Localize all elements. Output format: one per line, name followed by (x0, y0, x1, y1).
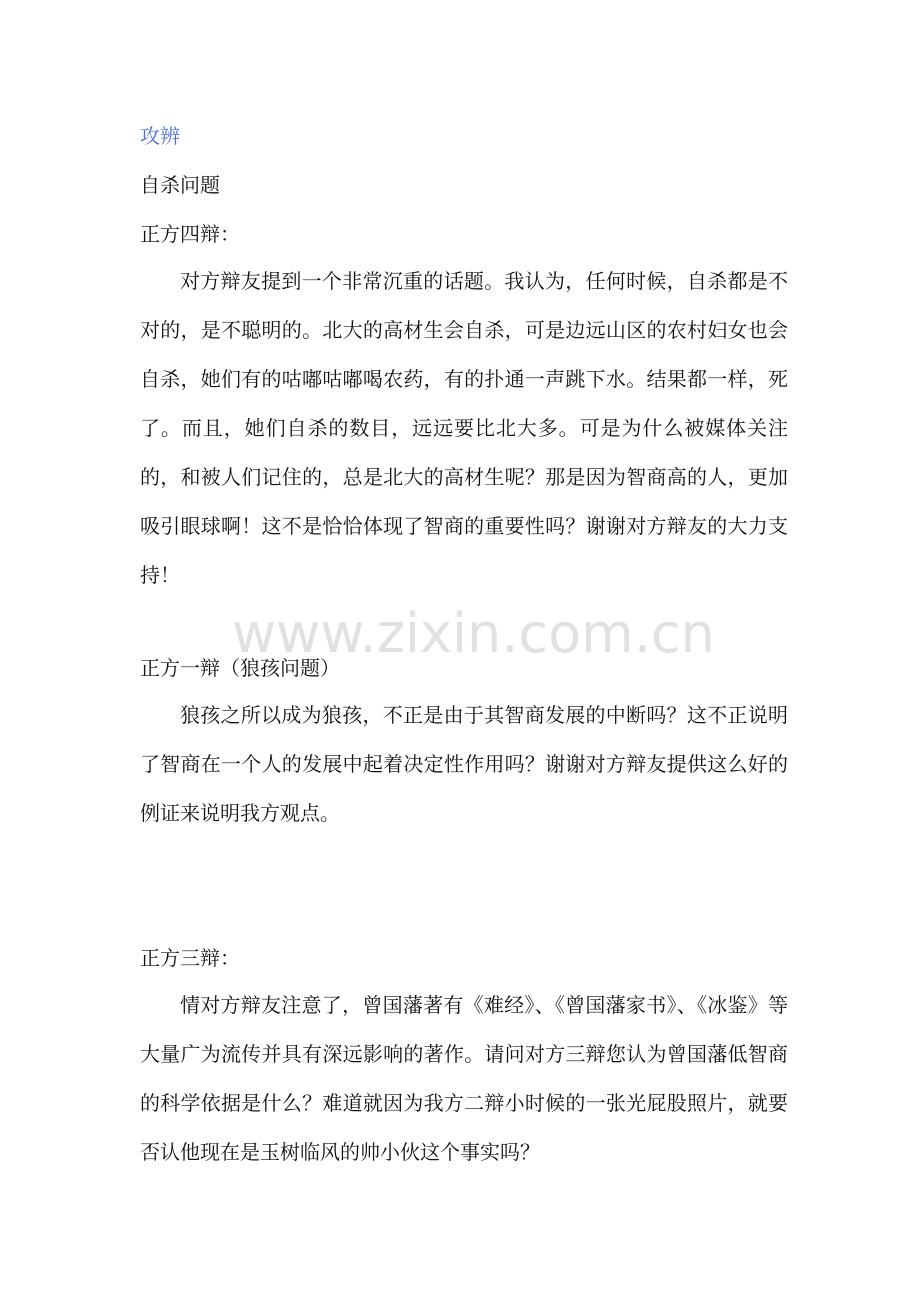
paragraph-zeng-guofan: 情对方辩友注意了，曾国藩著有《难经》、《曾国藩家书》、《冰鉴》等大量广为流传并具有深远影响的著作。请问对方三辩您认为曾国藩低智商的科学依据是什么？难道就因为我方二辩小时候的一张光屁股照片，就要否认他现在是玉树临风的帅小伙这个事实吗？ (140, 993, 788, 1164)
speaker-label-fourth: 正方四辩： (140, 222, 240, 246)
paragraph-wolf-child: 狼孩之所以成为狼孩，不正是由于其智商发展的中断吗？这不正说明了智商在一个人的发展中起着决定性作用吗？谢谢对方辩友提供这么好的例证来说明我方观点。 (140, 703, 788, 825)
section-title-suicide: 自杀问题 (140, 173, 220, 197)
paragraph-suicide: 对方辩友提到一个非常沉重的话题。我认为，任何时候，自杀都是不对的，是不聪明的。北大的高材生会自杀，可是边远山区的农村妇女也会自杀，她们有的咕嘟咕嘟喝农药，有的扑通一声跳下水。结果都一样，死了。而且，她们自杀的数目，远远要比北大多。可是为什么被媒体关注的，和被人们记住的，总是北大的高材生呢？那是因为智商高的人，更加吸引眼球啊！这不是恰恰体现了智商的重要性吗？谢谢对方辩友的大力支持！ (140, 269, 788, 587)
top-link[interactable]: 攻辨 (140, 124, 180, 148)
watermark: www.zixin.com.cn (232, 602, 715, 665)
speaker-label-third: 正方三辩： (140, 946, 240, 970)
speaker-label-first: 正方一辩（狼孩问题） (140, 656, 340, 680)
